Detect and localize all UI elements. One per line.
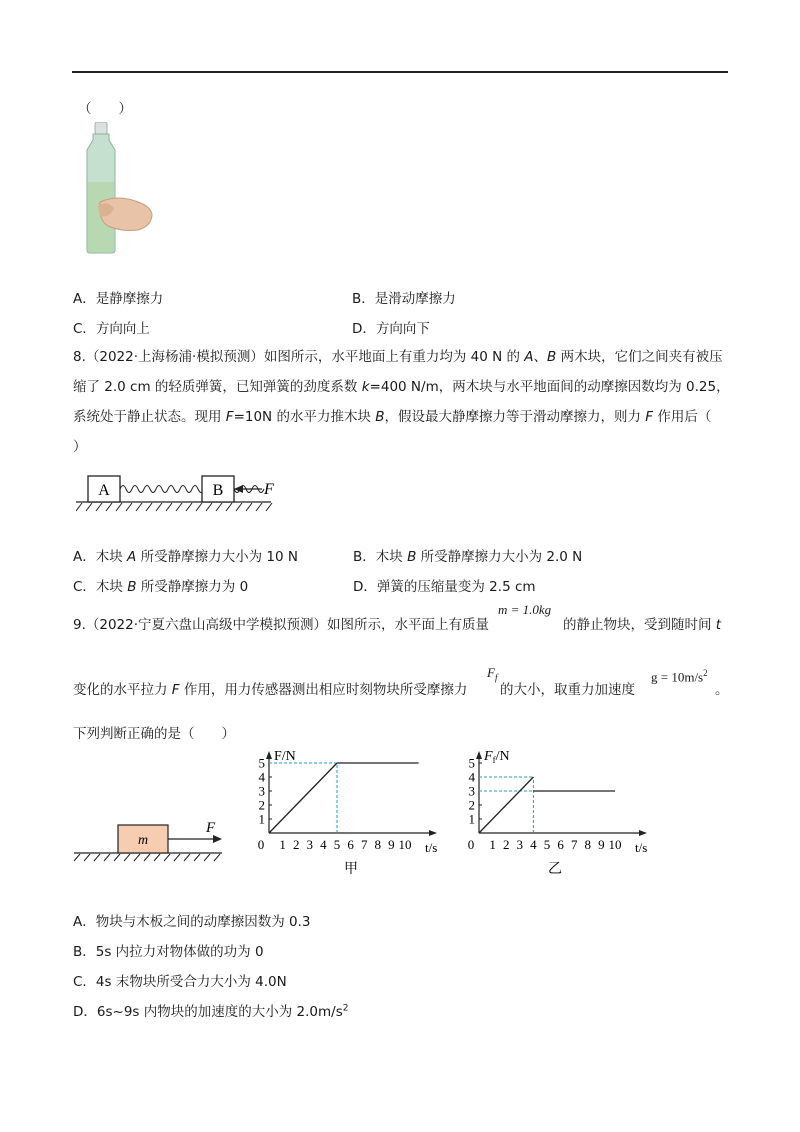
q8-option-d[interactable]: D．弹簧的压缩量变为 2.5 cm <box>353 579 536 595</box>
chart-yi-x-tick-2: 2 <box>502 837 510 852</box>
chart-jia-y-tick-1: 1 <box>258 811 265 827</box>
q9-option-c[interactable]: C．4s 末物块所受合力大小为 4.0N <box>73 974 287 990</box>
chart-jia-y-tick-3: 3 <box>258 783 265 799</box>
chart-jia-x-tick-1: 1 <box>279 837 286 852</box>
chart-yi-x-tick-9: 9 <box>598 837 605 852</box>
force-label: F <box>264 481 274 498</box>
chart-yi-series-segment-0 <box>479 777 533 833</box>
chart-yi-y-tick-4: 4 <box>468 769 475 785</box>
chart-jia-x-tick-3: 3 <box>306 837 314 852</box>
q9-option-d[interactable]: D．6s~9s 内物块的加速度的大小为 $2.0m/s^2$ <box>73 1003 349 1020</box>
pull-arrow <box>213 835 222 843</box>
pull-force-label: F <box>206 820 216 836</box>
chart-jia-x-tick-5: 5 <box>333 837 341 852</box>
chart-yi-x-tick-8: 8 <box>584 837 592 852</box>
chart-jia-x-tick-8: 8 <box>374 837 382 852</box>
chart-jia-series-segment-0 <box>269 763 337 833</box>
chart-yi-x-tick-3: 3 <box>516 837 524 852</box>
chart-jia-x-tick-10: 10 <box>398 837 412 852</box>
chart-jia-x-tick-2: 2 <box>292 837 300 852</box>
x-axis-label: t/s <box>635 840 648 855</box>
chart-yi-x-tick-7: 7 <box>570 837 578 852</box>
q9-option-a[interactable]: A．物块与木板之间的动摩擦因数为 0.3 <box>73 914 311 930</box>
chart-yi-y-tick-1: 1 <box>468 811 475 827</box>
q8-line-1: 8.（2022·上海杨浦·模拟预测）如图所示，水平地面上有重力均为 40 N 的 A、B 两木块，它们之间夹有被压 <box>73 349 723 365</box>
block-b-label: B <box>212 482 224 499</box>
y-axis-label: F/N <box>274 749 296 764</box>
q7-option-d[interactable]: D．方向向下 <box>352 321 430 337</box>
chart-jia-x-tick-6: 6 <box>347 837 354 852</box>
x-axis-arrow <box>639 830 647 836</box>
q9-ff-symbol: $F_f$ <box>487 665 498 683</box>
answer-bracket: （ ） <box>78 101 132 117</box>
chart-title: 乙 <box>548 862 562 877</box>
q8-line-4: ） <box>73 439 87 455</box>
chart-jia-y-tick-2: 2 <box>258 797 265 813</box>
chart-jia-y-tick-5: 5 <box>258 755 265 771</box>
q9-mass: m = 1.0kg <box>498 602 552 617</box>
q9-line-2-end: 。 <box>715 682 729 698</box>
chart-yi-x-tick-5: 5 <box>543 837 551 852</box>
mass-label: m <box>137 833 149 848</box>
q7-option-a[interactable]: A．是静摩擦力 <box>73 291 164 307</box>
q8-option-a[interactable]: A．木块 A 所受静摩擦力大小为 10 N <box>73 549 298 565</box>
y-axis-label: $F_f/N$ <box>484 749 510 765</box>
q8-option-c[interactable]: C．木块 B 所受静摩擦力为 0 <box>73 579 249 595</box>
y-axis-arrow <box>476 751 482 759</box>
q8-option-b[interactable]: B．木块 B 所受静摩擦力大小为 2.0 N <box>353 549 583 565</box>
q7-option-c[interactable]: C．方向向上 <box>73 321 150 337</box>
chart-yi-y-tick-3: 3 <box>468 783 475 799</box>
q9-line-1-suffix: 的静止物块，受到随时间 t <box>563 617 722 633</box>
chart-jia-x-tick-4: 4 <box>320 837 327 852</box>
chart-jia <box>255 745 445 880</box>
chart-jia-x-tick-7: 7 <box>360 837 368 852</box>
q9-option-b[interactable]: B．5s 内拉力对物体做的功为 0 <box>73 944 264 960</box>
chart-yi-x-tick-10: 10 <box>608 837 622 852</box>
q9-line-2-mid: 的大小，取重力加速度 <box>500 682 635 698</box>
q8-line-2: 缩了 2.0 cm 的轻质弹簧，已知弹簧的劲度系数 k=400 N/m，两木块与水平地面间的动摩擦因数均为 0.25， <box>73 379 730 395</box>
chart-title: 甲 <box>344 862 358 877</box>
q8-spring-figure <box>76 468 276 516</box>
chart-yi-y-tick-5: 5 <box>468 755 475 771</box>
q8-line-3: 系统处于静止状态。现用 F=10N 的水平力推木块 B，假设最大静摩擦力等于滑动摩擦力，则力 F 作用后（ <box>73 409 712 425</box>
q9-line-2: 变化的水平拉力 F 作用，用力传感器测出相应时刻物块所受摩擦力 <box>73 682 468 698</box>
chart-yi-x-tick-0: 0 <box>467 837 475 852</box>
x-axis-label: t/s <box>425 840 438 855</box>
q7-option-b[interactable]: B．是滑动摩擦力 <box>352 291 456 307</box>
q9-line-3: 下列判断正确的是（ ） <box>73 726 235 742</box>
q9-line-1-prefix: 9.（2022·宁夏六盘山高级中学模拟预测）如图所示，水平面上有质量 <box>73 617 490 633</box>
q9-block-figure <box>72 815 232 865</box>
bottle-hand-image <box>78 122 158 254</box>
chart-yi-x-tick-6: 6 <box>557 837 564 852</box>
chart-yi-x-tick-4: 4 <box>530 837 537 852</box>
chart-jia-y-tick-4: 4 <box>258 769 265 785</box>
block-a-label: A <box>98 482 110 499</box>
x-axis-arrow <box>429 830 437 836</box>
chart-yi <box>465 745 665 880</box>
y-axis-arrow <box>266 751 272 759</box>
header-rule <box>72 71 728 73</box>
chart-jia-x-tick-9: 9 <box>388 837 395 852</box>
chart-jia-x-tick-0: 0 <box>257 837 265 852</box>
chart-yi-x-tick-1: 1 <box>489 837 496 852</box>
chart-yi-y-tick-2: 2 <box>468 797 475 813</box>
q9-g: $g = 10m/s^2$ <box>651 668 708 685</box>
